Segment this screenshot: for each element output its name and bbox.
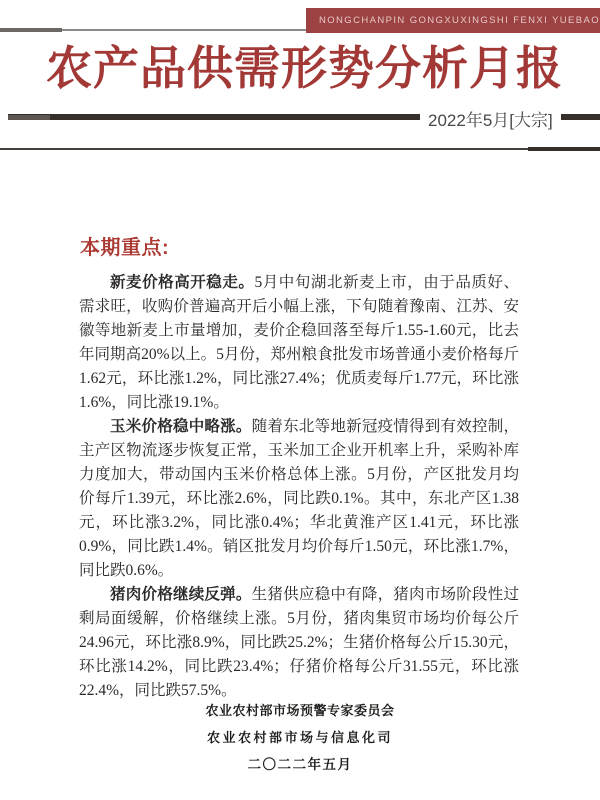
issue-date: 2022年5月[大宗] <box>428 111 553 130</box>
title-underline-rule <box>8 114 420 120</box>
footer-committee: 农业农村部市场预警专家委员会 <box>205 703 395 718</box>
paragraph-corn-lead: 玉米价格稳中略涨。 <box>110 418 252 435</box>
pinyin-banner <box>306 8 600 33</box>
paragraph-wheat-text: 5月中旬湖北新麦上市，由于品质好、需求旺，收购价普遍高开后小幅上涨，下旬随着豫南、江苏、安徽等地新麦上市量增加，麦价企稳回落至每斤1.55-1.60元，比去年同期高20%以上。5月份，郑州粮食批发市场普通小麦价格每斤1.62元，环比涨1.2%，同比涨27.4%；优质麦每斤1.77元，环比涨1.6%，同比涨19.1%。 <box>79 274 519 411</box>
paragraph-pork-text: 生猪供应稳中有降，猪肉市场阶段性过剩局面缓解，价格继续上涨。5月份，猪肉集贸市场均价每公斤24.96元，环比涨8.9%，同比跌25.2%；生猪价格每公斤15.30元，环比涨14.2%，同比跌23.4%；仔猪价格每公斤31.55元，环比涨22.4%，同比跌57.5%。 <box>79 586 519 699</box>
masthead-top-rule-cap <box>0 28 62 32</box>
footer-department: 农业农村部市场与信息化司 <box>206 730 393 745</box>
footer <box>0 697 600 778</box>
separator-rule-right-cap <box>528 147 600 151</box>
paragraph-wheat-lead: 新麦价格高开稳走。 <box>110 274 255 291</box>
footer-date: 二〇二二年五月 <box>247 757 353 772</box>
paragraph-pork <box>79 583 519 703</box>
pinyin-banner-text: NONGCHANPIN GONGXUXINGSHI FENXI YUEBAO <box>319 15 600 26</box>
report-title: 农产品供需形势分析月报 <box>46 42 563 94</box>
paragraph-corn <box>79 415 519 583</box>
paragraph-pork-lead: 猪肉价格继续反弹。 <box>110 586 252 603</box>
title-underline-rule-right <box>561 114 600 120</box>
paragraph-corn-text: 随着东北等地新冠疫情得到有效控制，主产区物流逐步恢复正常，玉米加工企业开机率上升，采购补库力度加大，带动国内玉米价格总体上涨。5月份，产区批发月均价每斤1.39元，环比涨2.6%，同比跌0.1%。其中，东北产区1.38元，环比涨3.2%，同比涨0.4%；华北黄淮产区1.41元，环比涨0.9%，同比跌1.4%。销区批发月均价每斤1.50元，环比涨1.7%，同比跌0.6%。 <box>79 418 519 579</box>
separator-rule <box>0 148 600 150</box>
title-underline-rule-cap <box>8 115 50 120</box>
section-heading: 本期重点: <box>80 237 170 259</box>
paragraph-wheat <box>79 271 519 415</box>
highlights-body <box>79 271 519 703</box>
